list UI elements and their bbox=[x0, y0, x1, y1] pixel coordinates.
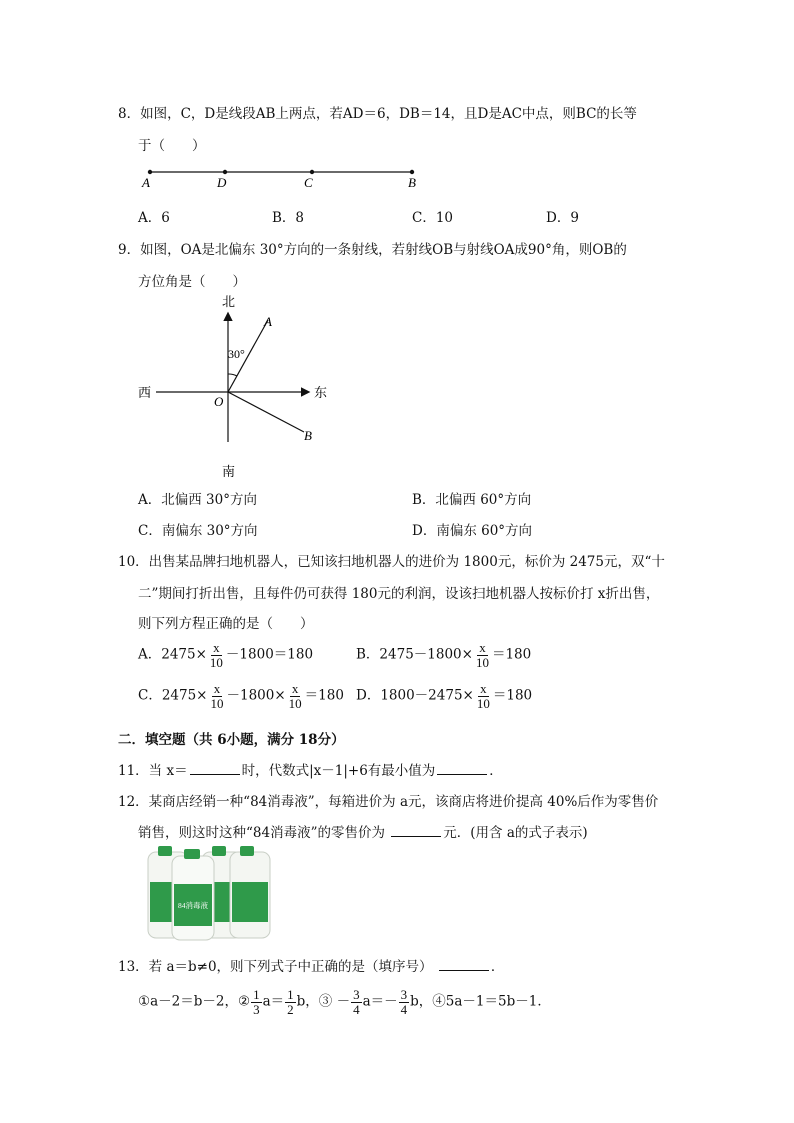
q8-option-d[interactable]: D．9 bbox=[546, 210, 579, 226]
q10-option-d[interactable]: D．1800－2475× $\frac{x}{10}$ ＝180 bbox=[356, 681, 533, 711]
q13-statements: ①a－2＝b－2，② $\frac{1}{3}$ a＝ $\frac{1}{2}$ b，③ － $\frac{3}{4}$ a＝－ $\frac{3}{4}$ b，④5a－1＝5b－1． bbox=[138, 987, 551, 1017]
q8-segment-figure bbox=[136, 160, 436, 192]
bottle-label: 84消毒液 bbox=[178, 901, 208, 910]
point-b bbox=[410, 170, 414, 174]
fraction: $\frac{3}{4}$ bbox=[353, 987, 360, 1017]
q9-stem-line2: 方位角是（ ） bbox=[138, 274, 246, 290]
section-title: 二．填空题（共 6小题，满分 18分） bbox=[118, 732, 345, 748]
fraction: $\frac{3}{4}$ bbox=[400, 987, 408, 1017]
fraction: $\frac{x}{10}$ bbox=[210, 681, 224, 711]
label-d: D bbox=[217, 175, 227, 190]
fraction: $\frac{x}{10}$ bbox=[288, 681, 302, 711]
label-b: B bbox=[408, 175, 416, 190]
label-a: A bbox=[142, 175, 150, 190]
bottle bbox=[230, 846, 270, 938]
fraction: $\frac{1}{2}$ bbox=[287, 987, 294, 1017]
q9-option-a[interactable]: A．北偏西 30°方向 bbox=[138, 492, 257, 508]
q9-option-c[interactable]: C．南偏东 30°方向 bbox=[138, 523, 258, 539]
label-west: 西 bbox=[138, 385, 152, 400]
label-c: C bbox=[304, 175, 313, 190]
fraction: $\frac{x}{10}$ bbox=[475, 640, 489, 670]
q9-option-d[interactable]: D．南偏东 60°方向 bbox=[412, 523, 533, 539]
fraction: $\frac{1}{3}$ bbox=[253, 987, 260, 1017]
q12-stem-line1: 12．某商店经销一种“84消毒液”，每箱进价为 a元，该商店将进价提高 40%后作为零售价 bbox=[118, 794, 659, 810]
disinfectant-bottles-image bbox=[140, 846, 276, 942]
label-origin: O bbox=[214, 394, 224, 409]
q10-option-c[interactable]: C．2475× $\frac{x}{10}$ －1800× $\frac{x}{10}$ ＝180 bbox=[138, 681, 344, 711]
ray-ob bbox=[228, 392, 304, 432]
answer-blank[interactable] bbox=[391, 835, 441, 837]
q10-option-b[interactable]: B．2475－1800× $\frac{x}{10}$ ＝180 bbox=[356, 640, 532, 670]
q8-option-c[interactable]: C．10 bbox=[412, 210, 454, 226]
q8-stem-line2: 于（ ） bbox=[138, 138, 206, 154]
q9-direction-figure bbox=[136, 292, 336, 482]
fraction: $\frac{x}{10}$ bbox=[209, 640, 223, 670]
label-north: 北 bbox=[222, 294, 236, 309]
answer-blank[interactable] bbox=[439, 969, 489, 971]
q9-stem-line1: 9．如图，OA是北偏东 30°方向的一条射线，若射线OB与射线OA成90°角，则OB的 bbox=[118, 242, 627, 258]
q8-stem-line1: 8．如图，C，D是线段AB上两点，若AD＝6，DB＝14，且D是AC中点，则BC的长等 bbox=[118, 106, 637, 122]
point-c bbox=[310, 170, 314, 174]
q9-option-b[interactable]: B．北偏西 60°方向 bbox=[412, 492, 532, 508]
label-angle: 30° bbox=[228, 347, 245, 361]
label-east: 东 bbox=[314, 385, 328, 400]
label-a: A bbox=[264, 314, 272, 329]
q10-stem-line2: 二”期间打折出售，且每件仍可获得 180元的利润，设该扫地机器人按标价打 x折出售， bbox=[138, 586, 660, 602]
label-south: 南 bbox=[222, 464, 236, 479]
answer-blank-1[interactable] bbox=[190, 773, 240, 775]
q10-stem-line3: 则下列方程正确的是（ ） bbox=[138, 616, 314, 632]
angle-arc bbox=[228, 374, 237, 376]
q12-stem-line2: 销售，则这时这种“84消毒液”的零售价为 元．(用含 a的式子表示) bbox=[138, 825, 588, 841]
answer-blank-2[interactable] bbox=[437, 773, 487, 775]
q13-stem: 13．若 a＝b≠0，则下列式子中正确的是（填序号） ． bbox=[118, 959, 505, 975]
q10-stem-line1: 10．出售某品牌扫地机器人，已知该扫地机器人的进价为 1800元，标价为 2475元，双“十 bbox=[118, 554, 665, 570]
q10-option-a[interactable]: A．2475× $\frac{x}{10}$ －1800＝180 bbox=[138, 640, 314, 670]
fraction: $\frac{x}{10}$ bbox=[476, 681, 490, 711]
q8-option-a[interactable]: A．6 bbox=[138, 210, 170, 226]
label-b: B bbox=[304, 428, 312, 443]
bottle-front bbox=[172, 849, 214, 940]
q8-option-b[interactable]: B．8 bbox=[272, 210, 305, 226]
point-d bbox=[223, 170, 227, 174]
q11-stem: 11．当 x＝ 时，代数式|x－1|+6有最小值为 ． bbox=[118, 763, 503, 779]
point-a bbox=[148, 170, 152, 174]
